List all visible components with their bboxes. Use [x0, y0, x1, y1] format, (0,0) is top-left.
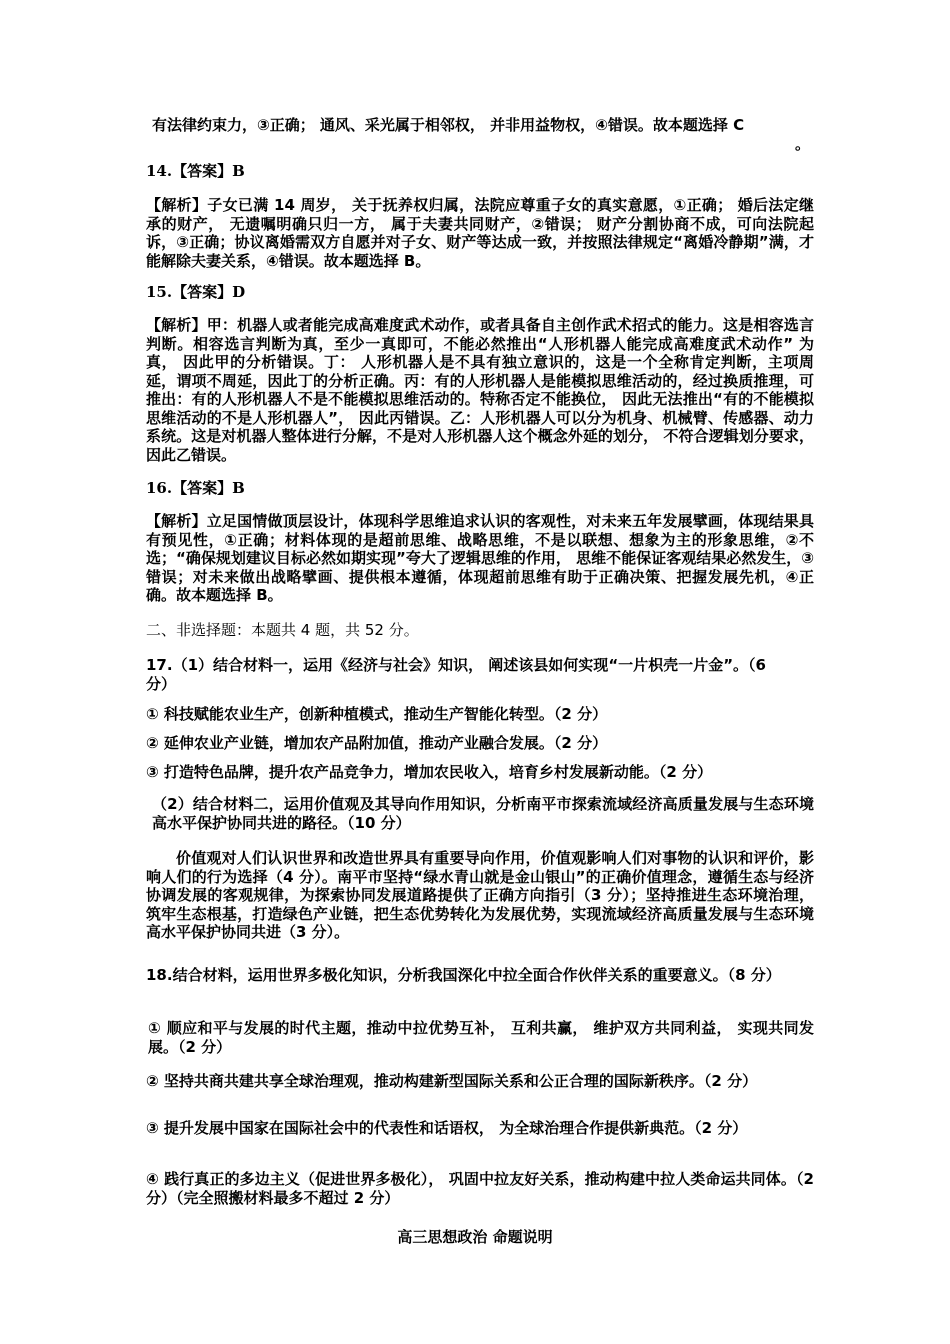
- q13-tail-line1: 有法律约束力，③正确； 通风、采光属于相邻权， 并非用益物权，④错误。故本题选择 C: [152, 116, 745, 134]
- section-2-heading: 二、非选择题：本题共 4 题，共 52 分。: [146, 621, 419, 639]
- q14-answer: 14.【答案】B: [146, 162, 245, 180]
- q18-question: 18.结合材料，运用世界多极化知识，分析我国深化中拉全面合作伙伴关系的重要意义。（8 分）: [146, 966, 781, 984]
- q18-point-3: ③ 提升发展中国家在国际社会中的代表性和话语权， 为全球治理合作提供新典范。（2 分）: [146, 1119, 748, 1137]
- q13-tail: [146, 116, 814, 153]
- q17-point-3: ③ 打造特色品牌，提升农产品竞争力，增加农民收入，培育乡村发展新动能。（2 分）: [146, 763, 713, 781]
- page-footer: 高三思想政治 命题说明: [397, 1228, 553, 1246]
- q16-analysis: 【解析】立足国情做顶层设计，体现科学思维追求认识的客观性，对未来五年发展擘画，体现结果具有预见性，①正确；材料体现的是超前思维、战略思维，不是以联想、想象为主的形象思维，②不选；“确保规划建议目标必然如期实现”夸大了逻辑思维的作用， 思维不能保证客观结果必然发生，③错误；对未来做出战略擘画、提供根本遵循，体现超前思维有助于正确决策、把握发展先机，④正确。故本题选择 B。: [146, 512, 814, 604]
- q17-point-1: ① 科技赋能农业生产，创新种植模式，推动生产智能化转型。（2 分）: [146, 705, 608, 723]
- q18-point-1: ① 顺应和平与发展的时代主题，推动中拉优势互补， 互利共赢， 维护双方共同利益， 实现共同发展。（2 分）: [148, 1019, 814, 1056]
- q16-answer: 16.【答案】B: [146, 479, 245, 497]
- q18-point-4: ④ 践行真正的多边主义（促进世界多极化）， 巩固中拉友好关系，推动构建中拉人类命运共同体。（2 分）（完全照搬材料最多不超过 2 分）: [146, 1170, 814, 1207]
- q17-part2-question: （2）结合材料二，运用价值观及其导向作用知识，分析南平市探索流域经济高质量发展与生态环境高水平保护协同共进的路径。（10 分）: [152, 795, 814, 832]
- q17-part1-question: 17.（1）结合材料一，运用《经济与社会》知识， 阐述该县如何实现“一片枳壳一片金”。（6 分）: [146, 656, 766, 693]
- q15-answer: 15.【答案】D: [146, 283, 246, 301]
- q14-analysis: 【解析】子女已满 14 周岁， 关于抚养权归属，法院应尊重子女的真实意愿，①正确； 婚后法定继承的财产， 无遗嘱明确只归一方， 属于夫妻共同财产，②错误； 财产分割协商不成，可向法院起诉，③正确；协议离婚需双方自愿并对子女、财产等达成一致，并按照法律规定“离婚冷静期”满，才能解除夫妻关系，④错误。故本题选择 B。: [146, 196, 814, 270]
- q15-analysis: 【解析】甲：机器人或者能完成高难度武术动作，或者具备自主创作武术招式的能力。这是相容选言判断。相容选言判断为真，至少一真即可，不能必然推出“人形机器人能完成高难度武术动作” 为真， 因此甲的分析错误。丁： 人形机器人是不具有独立意识的，这是一个全称肯定判断，主项周延，谓项不周延，因此丁的分析正确。丙：有的人形机器人是能模拟思维活动的，经过换质推理，可推出：有的人形机器人不是不能模拟思维活动的。特称否定不能换位， 因此无法推出“有的不能模拟思维活动的不是人形机器人”， 因此丙错误。乙：人形机器人可以分为机身、机械臂、传感器、动力系统。这是对机器人整体进行分解，不是对人形机器人这个概念外延的划分， 不符合逻辑划分要求， 因此乙错误。: [146, 316, 814, 464]
- q18-point-2: ② 坚持共商共建共享全球治理观，推动构建新型国际关系和公正合理的国际新秩序。（2 分）: [146, 1072, 758, 1090]
- q13-tail-line2: 。: [794, 134, 810, 153]
- q17-part2-answer: 价值观对人们认识世界和改造世界具有重要导向作用，价值观影响人们对事物的认识和评价，影响人们的行为选择（4 分）。南平市坚持“绿水青山就是金山银山”的正确价值理念，遵循生态与经济协调发展的客观规律，为探索协同发展道路提供了正确方向指引（3 分）；坚持推进生态环境治理，筑牢生态根基，打造绿色产业链，把生态优势转化为发展优势，实现流域经济高质量发展与生态环境高水平保护协同共进（3 分）。: [146, 849, 814, 941]
- q17-point-2: ② 延伸农业产业链，增加农产品附加值，推动产业融合发展。（2 分）: [146, 734, 608, 752]
